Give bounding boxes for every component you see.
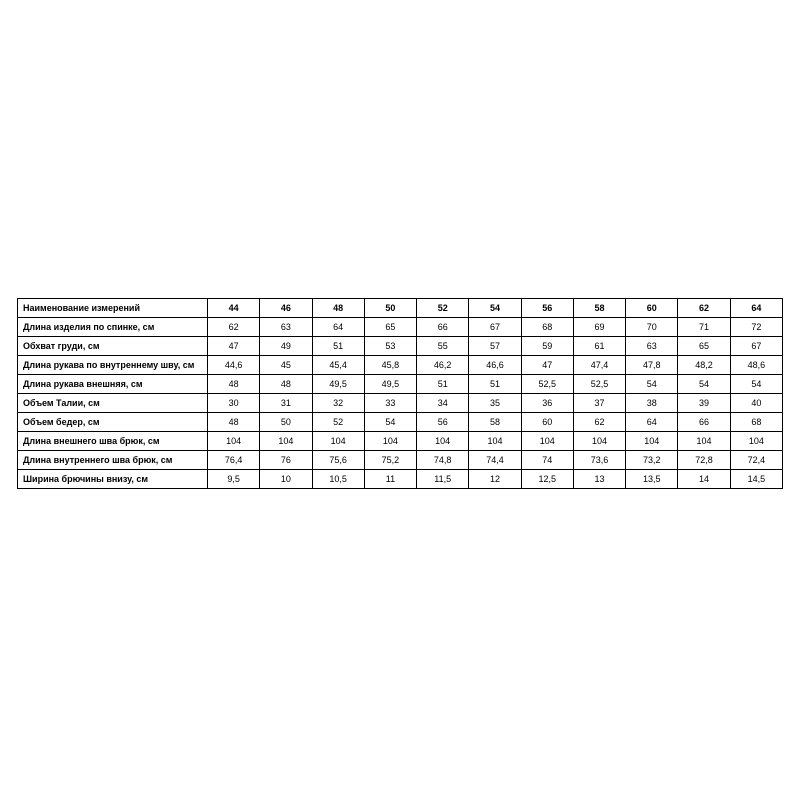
measurement-value-cell: 53: [364, 337, 416, 356]
measurement-value-cell: 104: [573, 432, 625, 451]
measurement-value-cell: 66: [678, 413, 730, 432]
measurement-name-cell: Обхват груди, см: [18, 337, 208, 356]
measurement-value-cell: 49,5: [312, 375, 364, 394]
measurement-value-cell: 9,5: [208, 470, 260, 489]
measurement-name-cell: Длина рукава по внутреннему шву, см: [18, 356, 208, 375]
measurement-value-cell: 70: [626, 318, 678, 337]
table-row: [18, 375, 783, 394]
measurement-value-cell: 40: [730, 394, 782, 413]
measurement-value-cell: 104: [208, 432, 260, 451]
measurement-value-cell: 54: [364, 413, 416, 432]
measurement-value-cell: 104: [521, 432, 573, 451]
table-body: [18, 318, 783, 489]
measurement-value-cell: 14,5: [730, 470, 782, 489]
measurement-value-cell: 37: [573, 394, 625, 413]
measurement-value-cell: 55: [417, 337, 469, 356]
measurement-value-cell: 12,5: [521, 470, 573, 489]
column-header-size: 58: [573, 299, 625, 318]
table-row: [18, 413, 783, 432]
measurement-name-cell: Длина внутреннего шва брюк, см: [18, 451, 208, 470]
measurement-value-cell: 48,2: [678, 356, 730, 375]
table-row: [18, 318, 783, 337]
measurement-value-cell: 67: [730, 337, 782, 356]
column-header-measurement-name: Наименование измерений: [18, 299, 208, 318]
measurement-value-cell: 38: [626, 394, 678, 413]
measurement-value-cell: 104: [626, 432, 678, 451]
column-header-size: 44: [208, 299, 260, 318]
measurement-value-cell: 69: [573, 318, 625, 337]
measurement-value-cell: 32: [312, 394, 364, 413]
measurement-value-cell: 48,6: [730, 356, 782, 375]
measurement-name-cell: Объем Талии, см: [18, 394, 208, 413]
measurement-value-cell: 58: [469, 413, 521, 432]
measurement-value-cell: 72,4: [730, 451, 782, 470]
measurement-value-cell: 50: [260, 413, 312, 432]
measurement-value-cell: 54: [626, 375, 678, 394]
column-header-size: 54: [469, 299, 521, 318]
measurement-value-cell: 45,8: [364, 356, 416, 375]
measurement-value-cell: 51: [469, 375, 521, 394]
measurement-value-cell: 67: [469, 318, 521, 337]
measurement-value-cell: 48: [208, 375, 260, 394]
measurement-value-cell: 11,5: [417, 470, 469, 489]
measurement-value-cell: 52,5: [521, 375, 573, 394]
measurement-value-cell: 76: [260, 451, 312, 470]
measurement-value-cell: 57: [469, 337, 521, 356]
measurement-value-cell: 13,5: [626, 470, 678, 489]
measurement-value-cell: 104: [260, 432, 312, 451]
measurement-value-cell: 62: [573, 413, 625, 432]
measurement-value-cell: 74: [521, 451, 573, 470]
measurement-value-cell: 73,6: [573, 451, 625, 470]
measurement-value-cell: 64: [626, 413, 678, 432]
table-row: [18, 356, 783, 375]
measurement-value-cell: 35: [469, 394, 521, 413]
measurement-value-cell: 51: [312, 337, 364, 356]
measurement-value-cell: 75,6: [312, 451, 364, 470]
measurement-value-cell: 61: [573, 337, 625, 356]
measurement-value-cell: 13: [573, 470, 625, 489]
measurement-value-cell: 65: [364, 318, 416, 337]
measurement-name-cell: Длина рукава внешняя, см: [18, 375, 208, 394]
measurement-value-cell: 54: [678, 375, 730, 394]
measurement-value-cell: 11: [364, 470, 416, 489]
measurement-value-cell: 39: [678, 394, 730, 413]
measurement-value-cell: 76,4: [208, 451, 260, 470]
table-header: [18, 299, 783, 318]
measurement-value-cell: 75,2: [364, 451, 416, 470]
table-row: [18, 451, 783, 470]
measurement-value-cell: 104: [417, 432, 469, 451]
table-header-row: [18, 299, 783, 318]
measurement-value-cell: 104: [469, 432, 521, 451]
column-header-size: 64: [730, 299, 782, 318]
table-row: [18, 337, 783, 356]
measurement-value-cell: 65: [678, 337, 730, 356]
measurement-value-cell: 54: [730, 375, 782, 394]
table-row: [18, 470, 783, 489]
measurement-value-cell: 74,4: [469, 451, 521, 470]
measurement-value-cell: 36: [521, 394, 573, 413]
measurement-name-cell: Длина внешнего шва брюк, см: [18, 432, 208, 451]
measurement-value-cell: 33: [364, 394, 416, 413]
measurement-value-cell: 10: [260, 470, 312, 489]
measurement-value-cell: 104: [312, 432, 364, 451]
measurement-value-cell: 46,6: [469, 356, 521, 375]
measurement-value-cell: 52: [312, 413, 364, 432]
column-header-size: 46: [260, 299, 312, 318]
column-header-size: 52: [417, 299, 469, 318]
measurement-value-cell: 104: [678, 432, 730, 451]
measurement-value-cell: 46,2: [417, 356, 469, 375]
measurement-value-cell: 71: [678, 318, 730, 337]
measurement-value-cell: 56: [417, 413, 469, 432]
measurement-value-cell: 47,4: [573, 356, 625, 375]
measurement-value-cell: 73,2: [626, 451, 678, 470]
measurement-value-cell: 48: [208, 413, 260, 432]
measurement-value-cell: 44,6: [208, 356, 260, 375]
column-header-size: 62: [678, 299, 730, 318]
table-row: [18, 432, 783, 451]
measurement-value-cell: 72,8: [678, 451, 730, 470]
measurement-value-cell: 62: [208, 318, 260, 337]
measurement-value-cell: 104: [730, 432, 782, 451]
measurement-value-cell: 47,8: [626, 356, 678, 375]
measurement-value-cell: 45: [260, 356, 312, 375]
measurement-value-cell: 60: [521, 413, 573, 432]
measurement-value-cell: 59: [521, 337, 573, 356]
measurement-value-cell: 49,5: [364, 375, 416, 394]
measurement-value-cell: 31: [260, 394, 312, 413]
measurement-value-cell: 74,8: [417, 451, 469, 470]
measurement-value-cell: 63: [260, 318, 312, 337]
measurement-value-cell: 49: [260, 337, 312, 356]
column-header-size: 48: [312, 299, 364, 318]
measurement-value-cell: 12: [469, 470, 521, 489]
column-header-size: 50: [364, 299, 416, 318]
measurement-value-cell: 68: [730, 413, 782, 432]
column-header-size: 56: [521, 299, 573, 318]
measurement-value-cell: 68: [521, 318, 573, 337]
measurement-value-cell: 72: [730, 318, 782, 337]
measurement-value-cell: 51: [417, 375, 469, 394]
size-chart-table: [17, 298, 783, 489]
measurement-value-cell: 64: [312, 318, 364, 337]
measurement-value-cell: 52,5: [573, 375, 625, 394]
measurement-name-cell: Ширина брючины внизу, см: [18, 470, 208, 489]
column-header-size: 60: [626, 299, 678, 318]
measurement-value-cell: 48: [260, 375, 312, 394]
measurement-name-cell: Объем бедер, см: [18, 413, 208, 432]
measurement-value-cell: 47: [521, 356, 573, 375]
size-chart-container: [0, 298, 800, 489]
measurement-value-cell: 63: [626, 337, 678, 356]
measurement-name-cell: Длина изделия по спинке, см: [18, 318, 208, 337]
measurement-value-cell: 10,5: [312, 470, 364, 489]
measurement-value-cell: 66: [417, 318, 469, 337]
measurement-value-cell: 104: [364, 432, 416, 451]
measurement-value-cell: 45,4: [312, 356, 364, 375]
measurement-value-cell: 30: [208, 394, 260, 413]
measurement-value-cell: 47: [208, 337, 260, 356]
measurement-value-cell: 14: [678, 470, 730, 489]
measurement-value-cell: 34: [417, 394, 469, 413]
table-row: [18, 394, 783, 413]
